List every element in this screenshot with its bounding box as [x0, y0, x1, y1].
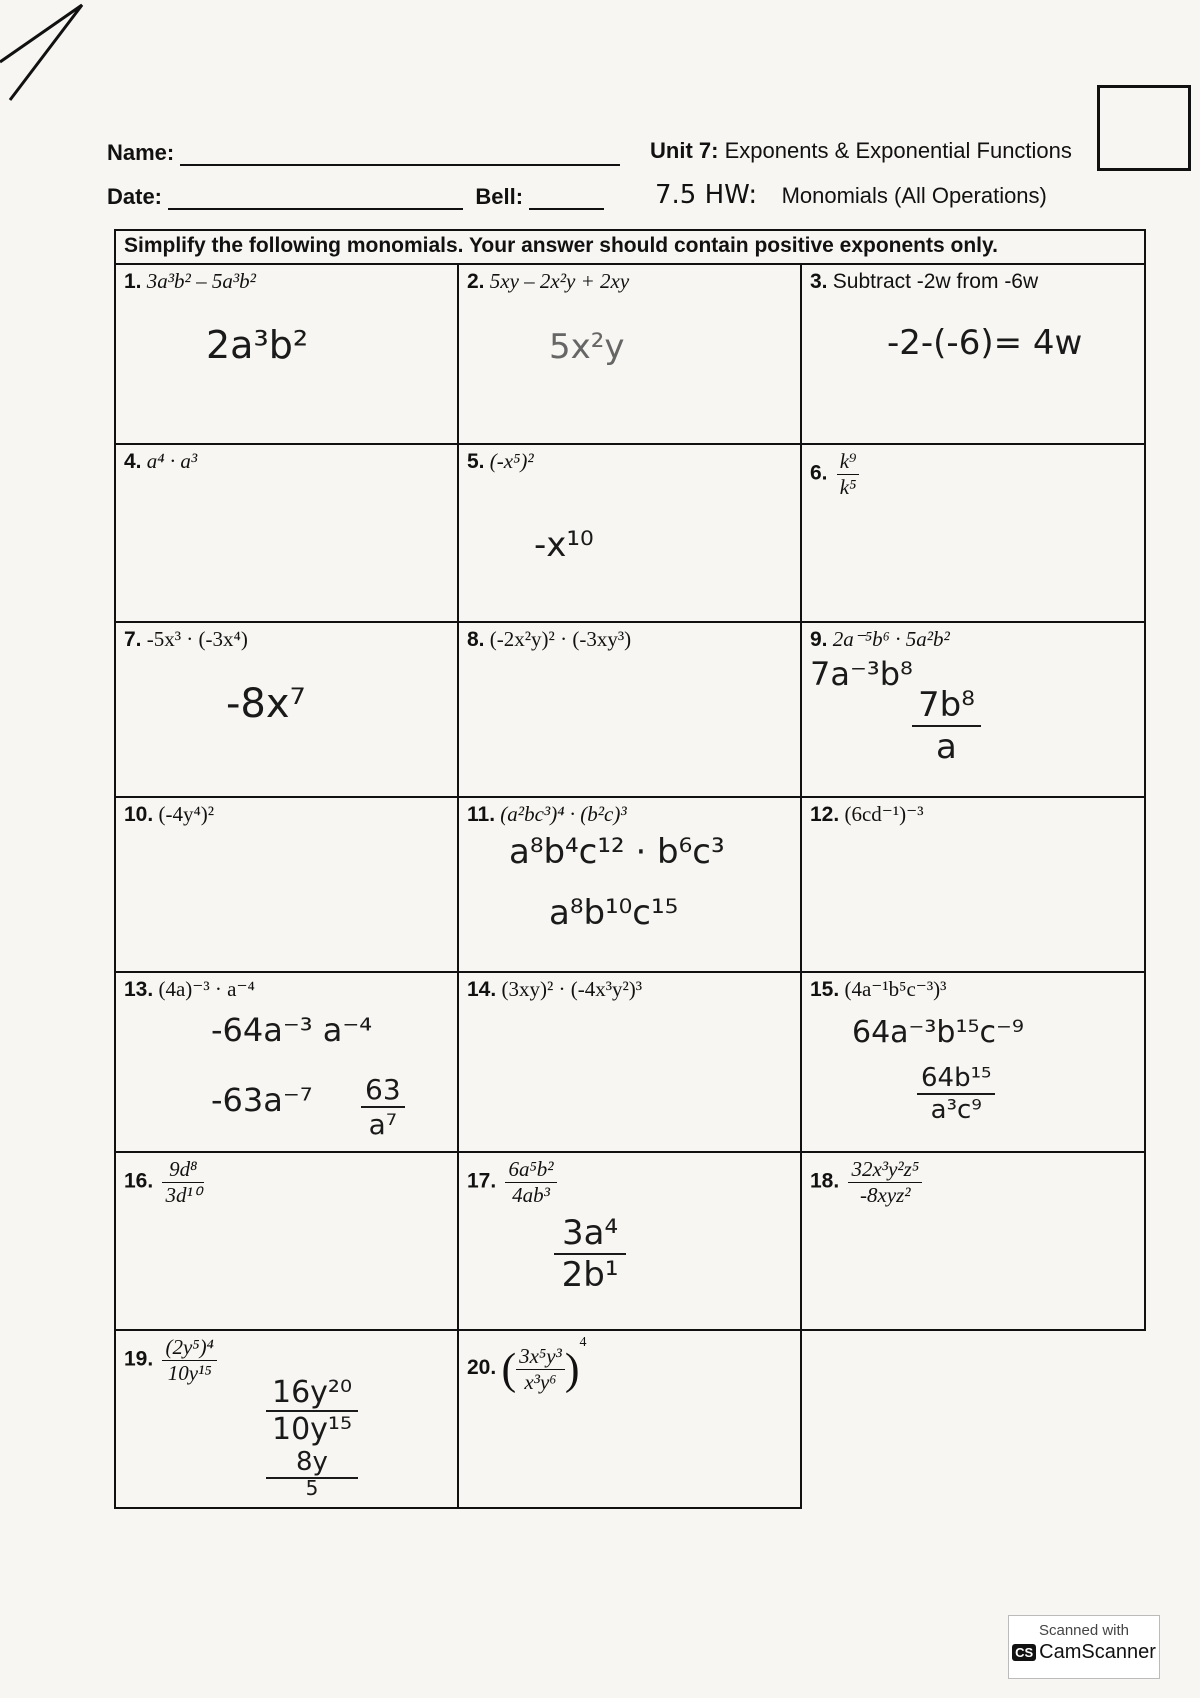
problem-number: 9.: [810, 628, 828, 651]
numerator: k⁹: [837, 449, 860, 475]
problem-16: [115, 1152, 458, 1330]
problem-18: [801, 1152, 1145, 1330]
name-row: [107, 140, 620, 166]
problem-1: [115, 264, 458, 444]
problem-11: [458, 797, 801, 972]
problem-number: 1.: [124, 270, 142, 293]
problem-expression: (-2x²y)² · (-3xy³): [489, 627, 632, 651]
problem-expression: -5x³ · (-3x⁴): [146, 627, 248, 651]
handwritten-answer-fraction[interactable]: [361, 1073, 405, 1141]
problem-fraction: [848, 1157, 922, 1208]
problem-expression: (4a)⁻³ · a⁻⁴: [158, 977, 255, 1001]
camscanner-stamp: [1008, 1615, 1160, 1679]
problem-number: 12.: [810, 803, 840, 826]
empty-cell: [801, 1330, 1145, 1508]
denominator: 4ab³: [512, 1183, 550, 1207]
problem-number: 16.: [124, 1169, 154, 1193]
answer-denominator: 10y¹⁵: [272, 1412, 352, 1447]
answer-denominator: a: [936, 727, 957, 767]
problem-expression: a⁴ · a³: [146, 449, 198, 473]
problem-number: 5.: [467, 450, 485, 473]
handwritten-answer[interactable]: -2-(-6)= 4w: [887, 323, 1083, 363]
answer-simplified-denominator: 5: [305, 1476, 319, 1500]
problem-number: 20.: [467, 1356, 497, 1379]
problem-14: [458, 972, 801, 1152]
problem-13: [115, 972, 458, 1152]
answer-denominator: a³c⁹: [930, 1095, 982, 1125]
score-box: [1097, 85, 1191, 171]
problem-fraction: [505, 1157, 556, 1208]
problem-6: [801, 444, 1145, 622]
answer-simplified-numerator: 8y: [266, 1447, 358, 1479]
unit-text: Exponents & Exponential Functions: [724, 138, 1072, 163]
answer-denominator: 2b¹: [561, 1255, 619, 1295]
problem-expression: (-4y⁴)²: [158, 802, 215, 826]
handwritten-answer[interactable]: -x¹⁰: [534, 525, 594, 565]
handwritten-answer[interactable]: 5x²y: [549, 327, 625, 367]
problem-number: 15.: [810, 978, 840, 1001]
problem-number: 10.: [124, 803, 154, 826]
camscanner-brand: [1009, 1641, 1159, 1664]
numerator: 6a⁵b²: [505, 1157, 556, 1183]
problem-3: [801, 264, 1145, 444]
problem-number: 18.: [810, 1169, 840, 1193]
problem-2: [458, 264, 801, 444]
handwritten-answer-fraction[interactable]: [554, 1213, 626, 1295]
problem-number: 3.: [810, 270, 828, 293]
close-paren: ): [564, 1344, 580, 1394]
problem-number: 6.: [810, 461, 828, 485]
answer-numerator: 7b⁸: [912, 685, 981, 727]
scanned-with-text: Scanned with: [1038, 1622, 1130, 1639]
name-label: Name:: [107, 140, 175, 165]
problem-15: [801, 972, 1145, 1152]
numerator: 9d⁸: [162, 1157, 204, 1183]
problem-expression: Subtract -2w from -6w: [832, 270, 1039, 293]
bell-label: Bell:: [475, 184, 524, 209]
problem-number: 13.: [124, 978, 154, 1001]
date-label: Date:: [107, 184, 163, 209]
denominator: 3d¹⁰: [165, 1183, 202, 1207]
problem-4: [115, 444, 458, 622]
problem-fraction: [837, 449, 860, 500]
instructions: Simplify the following monomials. Your answer should contain positive exponents only.: [115, 230, 1145, 264]
problem-expression: 2a⁻⁵b⁶ · 5a²b²: [832, 627, 950, 651]
problem-8: [458, 622, 801, 797]
problem-expression: (4a⁻¹b⁵c⁻³)³: [844, 977, 947, 1001]
problem-20: [458, 1330, 801, 1508]
outer-exponent: 4: [579, 1335, 587, 1350]
answer-numerator: 16y²⁰: [266, 1375, 358, 1412]
camscanner-name: CamScanner: [1039, 1641, 1156, 1663]
hw-label: 7.5 HW:: [655, 180, 758, 210]
denominator: 10y¹⁵: [167, 1361, 212, 1385]
problem-expression: 5xy – 2x²y + 2xy: [489, 269, 630, 293]
date-row: [107, 184, 604, 210]
problem-expression: (3xy)² · (-4x³y²)³: [501, 977, 643, 1001]
problem-expression: (-x⁵)²: [489, 449, 534, 473]
open-paren: (: [501, 1344, 517, 1394]
problem-number: 11.: [467, 803, 496, 826]
problem-19: [115, 1330, 458, 1508]
denominator: k⁵: [839, 475, 857, 499]
problem-10: [115, 797, 458, 972]
numerator: 3x⁵y³: [516, 1344, 565, 1370]
camscanner-logo-icon: CS: [1012, 1644, 1036, 1661]
date-line[interactable]: [168, 186, 463, 210]
handwritten-answer-fraction[interactable]: [912, 685, 981, 767]
handwritten-answer[interactable]: a⁸b¹⁰c¹⁵: [549, 893, 679, 933]
problem-number: 4.: [124, 450, 142, 473]
problem-number: 8.: [467, 628, 485, 651]
handwritten-step[interactable]: 7a⁻³b⁸: [810, 655, 913, 693]
handwritten-answer[interactable]: 2a³b²: [206, 323, 309, 367]
problem-12: [801, 797, 1145, 972]
unit-title: [650, 138, 1072, 164]
handwritten-step[interactable]: a⁸b⁴c¹² · b⁶c³: [509, 832, 725, 872]
subtitle-row: [655, 180, 1047, 210]
problem-number: 7.: [124, 628, 142, 651]
problem-17: [458, 1152, 801, 1330]
numerator: 32x³y²z⁵: [848, 1157, 922, 1183]
problem-7: [115, 622, 458, 797]
denominator: -8xyz²: [860, 1183, 911, 1207]
denominator: x³y⁶: [524, 1369, 557, 1394]
answer-denominator: a⁷: [368, 1108, 398, 1141]
answer-numerator: 64b¹⁵: [917, 1063, 995, 1095]
numerator: (2y⁵)⁴: [162, 1335, 216, 1361]
problem-fraction: [516, 1344, 565, 1395]
problem-number: 19.: [124, 1347, 154, 1371]
handwritten-step[interactable]: 64a⁻³b¹⁵c⁻⁹: [852, 1015, 1024, 1050]
unit-bold: Unit 7:: [650, 138, 719, 163]
problem-expression: (a²bc³)⁴ · (b²c)³: [500, 802, 627, 826]
handwritten-answer-fraction[interactable]: [917, 1063, 995, 1125]
handwritten-step[interactable]: -64a⁻³ a⁻⁴: [211, 1011, 373, 1049]
folded-corner: [0, 0, 90, 110]
name-line[interactable]: [180, 142, 620, 166]
problem-fraction: [162, 1335, 216, 1386]
answer-numerator: 3a⁴: [554, 1213, 626, 1255]
answer-numerator: 63: [361, 1073, 405, 1108]
problem-number: 17.: [467, 1169, 497, 1193]
bell-line[interactable]: [529, 186, 604, 210]
problem-table: [114, 229, 1146, 1509]
problem-fraction: [162, 1157, 204, 1208]
problem-number: 14.: [467, 978, 497, 1001]
handwritten-answer-fraction[interactable]: [266, 1375, 358, 1500]
handwritten-step-2[interactable]: -63a⁻⁷: [211, 1081, 313, 1119]
problem-9: [801, 622, 1145, 797]
subtitle: Monomials (All Operations): [781, 183, 1047, 208]
problem-expression: 3a³b² – 5a³b²: [146, 269, 256, 293]
problem-number: 2.: [467, 270, 485, 293]
problem-expression: (6cd⁻¹)⁻³: [844, 802, 924, 826]
problem-5: [458, 444, 801, 622]
handwritten-answer[interactable]: -8x⁷: [226, 681, 306, 727]
